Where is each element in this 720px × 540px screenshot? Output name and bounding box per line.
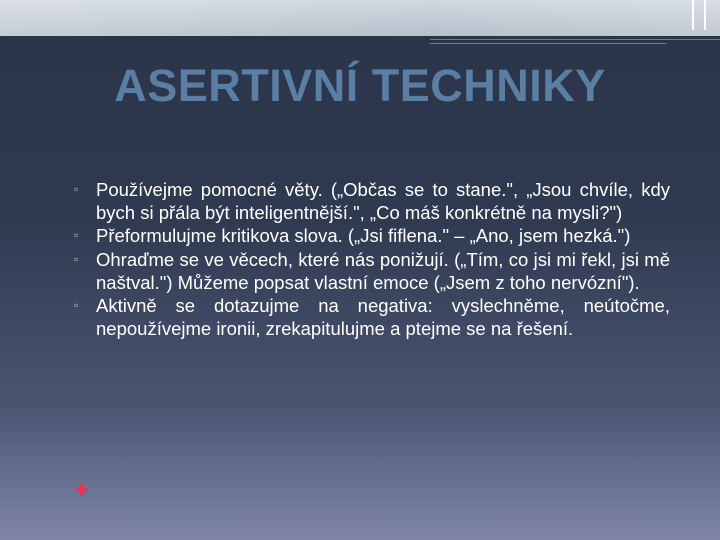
bullet-marker: ▫ — [74, 228, 79, 243]
corner-decoration — [680, 0, 720, 36]
top-decorative-strip — [0, 0, 720, 36]
plus-icon — [76, 484, 88, 496]
bullet-text: Přeformulujme kritikova slova. („Jsi fiflena." – „Ano, jsem hezká.") — [96, 225, 631, 247]
bullet-item — [74, 224, 670, 247]
decorative-line-lower — [430, 43, 666, 44]
bullet-marker: ▫ — [74, 182, 79, 196]
bullet-item — [74, 294, 670, 340]
corner-line-right — [704, 0, 706, 30]
bullet-item — [74, 248, 670, 294]
decorative-line-upper — [430, 39, 720, 40]
bullet-text: Používejme pomocné věty. („Občas se to stane.", „Jsou chvíle, kdy bych si přála být inteligentnější.", „Co máš konkrétně na mysli?") — [96, 179, 670, 224]
bullet-marker: ▫ — [74, 298, 79, 313]
bullet-text: Aktivně se dotazujme na negativa: vyslechněme, neútočme, nepoužívejme ironii, zrekapitulujme a ptejme se na řešení. — [96, 295, 670, 340]
bullet-item — [74, 178, 670, 224]
corner-line-left — [692, 0, 694, 30]
slide-title: ASERTIVNÍ TECHNIKY — [114, 60, 606, 111]
bullet-marker: ▫ — [74, 251, 79, 266]
bullet-list — [74, 178, 670, 340]
top-strip-shade — [0, 0, 720, 36]
bullet-text: Ohraďme se ve věcech, které nás ponižují. („Tím, co jsi mi řekl, jsi mě naštval.") Můžeme popsat vlastní emoce („Jsem z toho nervózní"). — [96, 248, 670, 293]
